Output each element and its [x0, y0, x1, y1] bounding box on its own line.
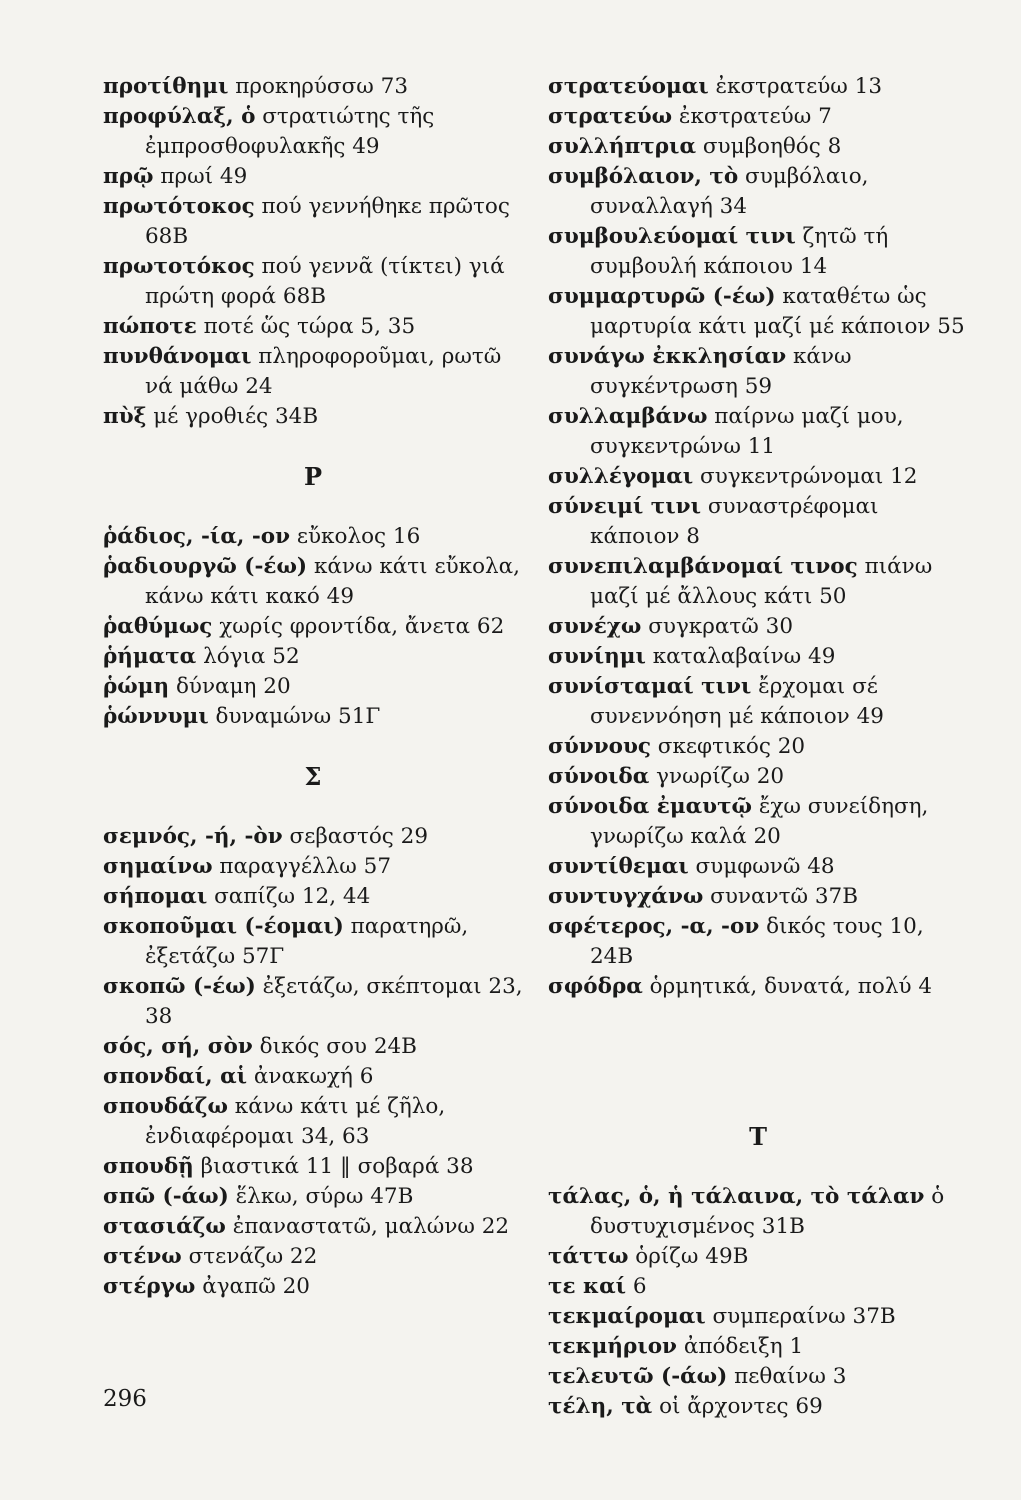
left-column: [103, 72, 523, 1302]
entry-headword: πρωτοτόκος: [103, 254, 255, 279]
entry-headword: συνέχω: [548, 614, 642, 639]
entry-definition: παρατηρῶ, ἐξετάζω 57Γ: [145, 914, 469, 969]
dictionary-entry: [548, 402, 968, 462]
entry-headword: πυνθάνομαι: [103, 344, 252, 369]
dictionary-entry: [548, 672, 968, 732]
entry-definition: οἱ ἄρχοντες 69: [652, 1394, 823, 1419]
entry-headword: πώποτε: [103, 314, 197, 339]
entry-headword: στένω: [103, 1244, 182, 1269]
entry-definition: σαπίζω 12, 44: [207, 884, 371, 909]
entry-headword: τε καί: [548, 1274, 627, 1299]
dictionary-entry: [103, 192, 523, 252]
entry-headword: συμμαρτυρῶ (-έω): [548, 284, 776, 309]
entry-definition: σκεφτικός 20: [650, 734, 806, 759]
dictionary-entry: [548, 642, 968, 672]
entry-headword: συμβουλεύομαί τινι: [548, 224, 796, 249]
section-letter: Σ: [304, 762, 322, 791]
entry-definition: ὁ δυστυχισμένος 31Β: [590, 1184, 945, 1239]
dictionary-entry: [103, 912, 523, 972]
dictionary-entry: [103, 1032, 523, 1062]
entry-definition: ἐπαναστατῶ, μαλώνω 22: [225, 1214, 510, 1239]
entry-headword: σός, σή, σὸν: [103, 1034, 253, 1059]
entry-headword: συμβόλαιον, τὸ: [548, 164, 739, 189]
entry-headword: σύννους: [548, 734, 651, 759]
dictionary-entry: [103, 882, 523, 912]
entry-definition: ποτέ ὥς τώρα 5, 35: [196, 314, 416, 339]
entry-definition: κάνω κάτι μέ ζῆλο, ἐνδιαφέρομαι 34, 63: [145, 1094, 446, 1149]
dictionary-entry: [103, 162, 523, 192]
entry-headword: σεμνός, -ή, -ὸν: [103, 824, 283, 849]
dictionary-entry: [548, 1302, 968, 1332]
dictionary-entry: [103, 252, 523, 312]
dictionary-entry: [548, 1272, 968, 1302]
entry-definition: δύναμη 20: [169, 674, 291, 699]
entry-definition: ἕλκω, σύρω 47Β: [228, 1184, 414, 1209]
entry-headword: ῥαθύμως: [103, 614, 213, 639]
dictionary-entry: [103, 552, 523, 612]
entry-definition: δυναμώνω 51Γ: [208, 704, 381, 729]
entry-definition: λόγια 52: [196, 644, 300, 669]
dictionary-entry: [103, 1092, 523, 1152]
spacer: [548, 1032, 968, 1062]
entry-definition: δικός τους 10, 24Β: [590, 914, 924, 969]
entry-definition: συμβοηθός 8: [696, 134, 842, 159]
entry-definition: σεβαστός 29: [282, 824, 429, 849]
entry-definition: ζητῶ τή συμβουλή κάποιου 14: [590, 224, 889, 279]
dictionary-entry: [548, 852, 968, 882]
dictionary-entry: [103, 972, 523, 1032]
entry-headword: στρατεύομαι: [548, 74, 709, 99]
entry-headword: σπουδάζω: [103, 1094, 228, 1119]
entry-definition: πού γεννᾶ (τίκτει) γιά πρώτη φορά 68Β: [145, 254, 505, 309]
dictionary-entry: [103, 1212, 523, 1242]
entry-definition: προκηρύσσω 73: [228, 74, 409, 99]
dictionary-entry: [548, 612, 968, 642]
entry-headword: τέλη, τὰ: [548, 1394, 653, 1419]
entry-definition: ἀπόδειξη 1: [676, 1334, 804, 1359]
entry-headword: πὺξ: [103, 404, 147, 429]
entry-definition: ὁρμητικά, δυνατά, πολύ 4: [642, 974, 933, 999]
entry-headword: πρῷ: [103, 164, 154, 189]
entry-definition: στενάζω 22: [181, 1244, 318, 1269]
dictionary-entry: [548, 882, 968, 912]
entry-definition: συγκεντρώνομαι 12: [693, 464, 918, 489]
entry-definition: ἐξετάζω, σκέπτομαι 23, 38: [145, 974, 523, 1029]
spacer: [548, 1002, 968, 1032]
dictionary-entry: [548, 1182, 968, 1242]
entry-headword: συντίθεμαι: [548, 854, 689, 879]
entry-definition: βιαστικά 11 ‖ σοβαρά 38: [193, 1154, 474, 1179]
entry-headword: σύνοιδα: [548, 764, 650, 789]
dictionary-entry: [103, 1152, 523, 1182]
dictionary-entry: [548, 162, 968, 222]
entry-headword: ῥαδιουργῶ (-έω): [103, 554, 308, 579]
entry-definition: ἐκστρατεύω 7: [672, 104, 832, 129]
entry-headword: σημαίνω: [103, 854, 213, 879]
entry-definition: συμπεραίνω 37Β: [705, 1304, 896, 1329]
dictionary-entry: [548, 972, 968, 1002]
entry-definition: παραγγέλλω 57: [212, 854, 392, 879]
entry-definition: πιάνω μαζί μέ ἄλλους κάτι 50: [590, 554, 933, 609]
dictionary-entry: [103, 672, 523, 702]
right-column: [548, 72, 968, 1422]
dictionary-entry: [103, 312, 523, 342]
dictionary-entry: [103, 642, 523, 672]
entry-definition: στρατιώτης τῆς ἐμπροσθοφυλακῆς 49: [145, 104, 435, 159]
dictionary-entry: [548, 1362, 968, 1392]
entry-headword: τελευτῶ (-άω): [548, 1364, 728, 1389]
spacer: [548, 1062, 968, 1092]
entry-definition: 6: [626, 1274, 647, 1299]
entry-headword: τάττω: [548, 1244, 629, 1269]
entry-headword: συλλαμβάνω: [548, 404, 708, 429]
entry-definition: πού γεννήθηκε πρῶτος 68Β: [145, 194, 510, 249]
entry-definition: παίρνω μαζί μου, συγκεντρώνω 11: [590, 404, 904, 459]
page-number: 296: [103, 1386, 147, 1412]
dictionary-entry: [548, 282, 968, 342]
entry-definition: ἔρχομαι σέ συνεννόηση μέ κάποιον 49: [590, 674, 884, 729]
entry-definition: συμβόλαιο, συναλλαγή 34: [590, 164, 869, 219]
entry-headword: ῥώμη: [103, 674, 170, 699]
dictionary-entry: [548, 1392, 968, 1422]
dictionary-entry: [548, 1242, 968, 1272]
entry-definition: εὔκολος 16: [290, 524, 421, 549]
entry-definition: καταθέτω ὡς μαρτυρία κάτι μαζί μέ κάποιον 55: [590, 284, 965, 339]
dictionary-entry: [548, 732, 968, 762]
dictionary-entry: [548, 1332, 968, 1362]
dictionary-entry: [548, 102, 968, 132]
entry-headword: σύνοιδα ἐμαυτῷ: [548, 794, 753, 819]
entry-headword: σπονδαί, αἱ: [103, 1064, 248, 1089]
entry-headword: ῥώννυμι: [103, 704, 209, 729]
entry-definition: συμφωνῶ 48: [688, 854, 835, 879]
dictionary-entry: [103, 852, 523, 882]
dictionary-entry: [548, 912, 968, 972]
entry-definition: γνωρίζω 20: [649, 764, 785, 789]
entry-headword: συνεπιλαμβάνομαί τινος: [548, 554, 858, 579]
dictionary-entry: [548, 72, 968, 102]
dictionary-entry: [548, 222, 968, 282]
entry-headword: σκοποῦμαι (-έομαι): [103, 914, 344, 939]
entry-headword: στέργω: [103, 1274, 196, 1299]
dictionary-entry: [103, 72, 523, 102]
entry-definition: συναστρέφομαι κάποιον 8: [590, 494, 879, 549]
entry-definition: συγκρατῶ 30: [641, 614, 794, 639]
entry-definition: μέ γροθιές 34Β: [146, 404, 319, 429]
entry-definition: ὁρίζω 49Β: [628, 1244, 749, 1269]
entry-headword: προτίθημι: [103, 74, 229, 99]
entry-headword: σφόδρα: [548, 974, 643, 999]
entry-headword: συνάγω ἐκκλησίαν: [548, 344, 787, 369]
dictionary-entry: [548, 342, 968, 402]
entry-headword: σήπομαι: [103, 884, 208, 909]
entry-definition: δικός σου 24Β: [252, 1034, 417, 1059]
entry-headword: σκοπῶ (-έω): [103, 974, 256, 999]
dictionary-entry: [103, 702, 523, 732]
entry-headword: πρωτότοκος: [103, 194, 255, 219]
dictionary-entry: [548, 492, 968, 552]
entry-definition: κάνω κάτι εὔκολα, κάνω κάτι κακό 49: [145, 554, 521, 609]
entry-definition: ἀνακωχή 6: [247, 1064, 374, 1089]
dictionary-entry: [548, 762, 968, 792]
dictionary-entry: [103, 612, 523, 642]
entry-headword: συνίημι: [548, 644, 646, 669]
entry-headword: στρατεύω: [548, 104, 673, 129]
entry-definition: κάνω συγκέντρωση 59: [590, 344, 852, 399]
dictionary-entry: [548, 792, 968, 852]
entry-headword: προφύλαξ, ὁ: [103, 104, 256, 129]
dictionary-entry: [103, 822, 523, 852]
dictionary-entry: [103, 1182, 523, 1212]
entry-headword: σύνειμί τινι: [548, 494, 701, 519]
section-letter: Τ: [749, 1122, 767, 1151]
entry-headword: συντυγχάνω: [548, 884, 704, 909]
entry-definition: πεθαίνω 3: [727, 1364, 847, 1389]
entry-definition: καταλαβαίνω 49: [645, 644, 836, 669]
entry-headword: τεκμαίρομαι: [548, 1304, 706, 1329]
dictionary-entry: [548, 462, 968, 492]
dictionary-entry: [103, 1272, 523, 1302]
entry-headword: συλλέγομαι: [548, 464, 694, 489]
entry-headword: ῥήματα: [103, 644, 197, 669]
entry-definition: συναντῶ 37Β: [703, 884, 859, 909]
entry-definition: πρωί 49: [153, 164, 248, 189]
dictionary-entry: [103, 102, 523, 162]
entry-headword: στασιάζω: [103, 1214, 226, 1239]
dictionary-entry: [548, 132, 968, 162]
entry-definition: πληροφοροῦμαι, ρωτῶ νά μάθω 24: [145, 344, 502, 399]
dictionary-entry: [103, 342, 523, 402]
dictionary-entry: [103, 402, 523, 432]
entry-headword: ῥάδιος, -ία, -ον: [103, 524, 291, 549]
entry-definition: ἐκστρατεύω 13: [708, 74, 883, 99]
entry-headword: σπουδῇ: [103, 1154, 194, 1179]
dictionary-entry: [548, 552, 968, 612]
entry-definition: ἀγαπῶ 20: [195, 1274, 310, 1299]
dictionary-entry: [103, 1062, 523, 1092]
entry-headword: τάλας, ὁ, ἡ τάλαινα, τὸ τάλαν: [548, 1184, 925, 1209]
dictionary-entry: [103, 1242, 523, 1272]
entry-headword: σφέτερος, -α, -ον: [548, 914, 760, 939]
entry-headword: συλλήπτρια: [548, 134, 697, 159]
entry-headword: τεκμήριον: [548, 1334, 677, 1359]
entry-definition: ἔχω συνείδηση, γνωρίζω καλά 20: [590, 794, 929, 849]
section-letter: Ρ: [303, 462, 323, 491]
entry-headword: συνίσταμαί τινι: [548, 674, 752, 699]
entry-headword: σπῶ (-άω): [103, 1184, 229, 1209]
entry-definition: χωρίς φροντίδα, ἄνετα 62: [212, 614, 505, 639]
dictionary-entry: [103, 522, 523, 552]
